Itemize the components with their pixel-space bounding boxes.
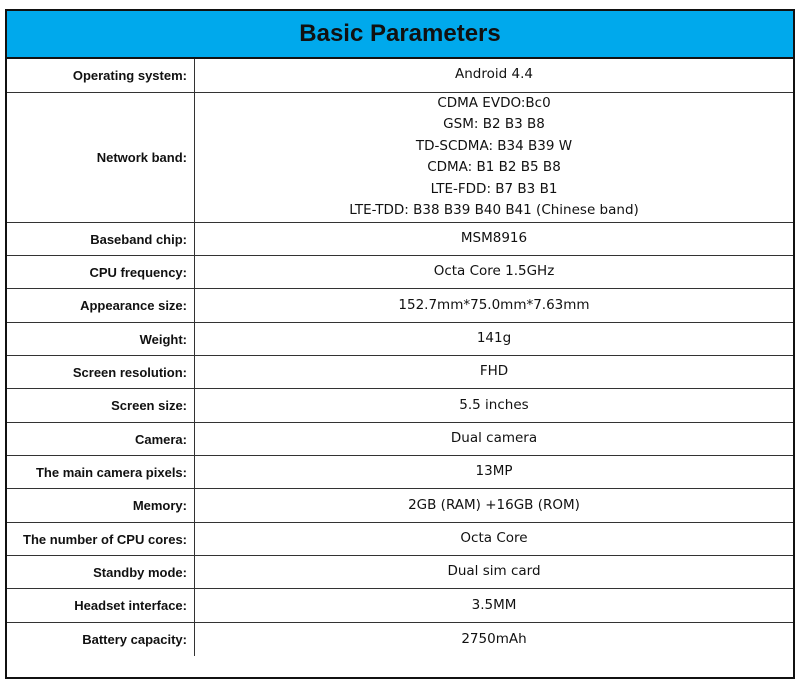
parameter-label: Memory:	[7, 489, 195, 523]
parameter-label: Weight:	[7, 323, 195, 356]
table-row	[7, 523, 793, 556]
value-line: 3.5MM	[471, 596, 517, 613]
value-line: Dual camera	[450, 430, 538, 447]
value-line: Android 4.4	[455, 66, 533, 83]
value-line: TD-SCDMA: B34 B39 W	[415, 137, 573, 154]
value-line: MSM8916	[460, 230, 528, 247]
spec-sheet	[5, 9, 795, 679]
value-line: CDMA: B1 B2 B5 B8	[427, 159, 561, 176]
parameter-label: Headset interface:	[7, 589, 195, 623]
table-row	[7, 59, 793, 92]
value-line: 152.7mm*75.0mm*7.63mm	[398, 296, 590, 313]
table-title: Basic Parameters	[7, 11, 793, 59]
parameter-label: Operating system:	[7, 59, 195, 92]
parameter-value	[195, 223, 794, 256]
table-row	[7, 456, 793, 489]
table-row	[7, 256, 793, 289]
parameter-value	[195, 389, 794, 423]
parameter-value	[195, 356, 794, 389]
parameter-value	[195, 623, 794, 656]
value-line: 2GB (RAM) +16GB (ROM)	[408, 496, 580, 513]
value-line: Dual sim card	[447, 563, 541, 580]
value-line: LTE-FDD: B7 B3 B1	[430, 180, 558, 197]
value-line: 2750mAh	[461, 630, 527, 647]
value-line: Octa Core	[460, 530, 528, 547]
parameter-value	[195, 556, 794, 589]
parameter-value	[195, 589, 794, 623]
value-line: LTE-TDD: B38 B39 B40 B41 (Chinese band)	[349, 202, 639, 219]
parameter-value	[195, 456, 794, 489]
parameter-label: Baseband chip:	[7, 223, 195, 256]
parameter-value	[195, 489, 794, 523]
table-row	[7, 623, 793, 656]
table-row	[7, 323, 793, 356]
value-line: CDMA EVDO:Bc0	[437, 94, 551, 111]
spec-table	[7, 59, 793, 656]
parameter-label: Battery capacity:	[7, 623, 195, 656]
table-row	[7, 389, 793, 423]
parameter-label: Appearance size:	[7, 289, 195, 323]
table-row	[7, 223, 793, 256]
parameter-value	[195, 256, 794, 289]
parameter-label: The number of CPU cores:	[7, 523, 195, 556]
parameter-value	[195, 523, 794, 556]
parameter-value	[195, 289, 794, 323]
value-line: 13MP	[475, 463, 513, 480]
parameter-value	[195, 323, 794, 356]
parameter-label: Screen size:	[7, 389, 195, 423]
table-row	[7, 423, 793, 456]
table-row	[7, 589, 793, 623]
table-row	[7, 489, 793, 523]
parameter-label: The main camera pixels:	[7, 456, 195, 489]
parameter-value	[195, 92, 794, 223]
table-row	[7, 556, 793, 589]
value-line: GSM: B2 B3 B8	[443, 116, 545, 133]
parameter-label: Screen resolution:	[7, 356, 195, 389]
value-line: 5.5 inches	[459, 396, 529, 413]
parameter-label: Camera:	[7, 423, 195, 456]
parameter-value	[195, 423, 794, 456]
value-line: 141g	[476, 330, 512, 347]
value-line: FHD	[479, 363, 509, 380]
parameter-label: Standby mode:	[7, 556, 195, 589]
value-line: Octa Core 1.5GHz	[433, 263, 555, 280]
table-row	[7, 356, 793, 389]
table-row	[7, 92, 793, 223]
parameter-label: CPU frequency:	[7, 256, 195, 289]
table-row	[7, 289, 793, 323]
parameter-label: Network band:	[7, 92, 195, 223]
parameter-value	[195, 59, 794, 92]
